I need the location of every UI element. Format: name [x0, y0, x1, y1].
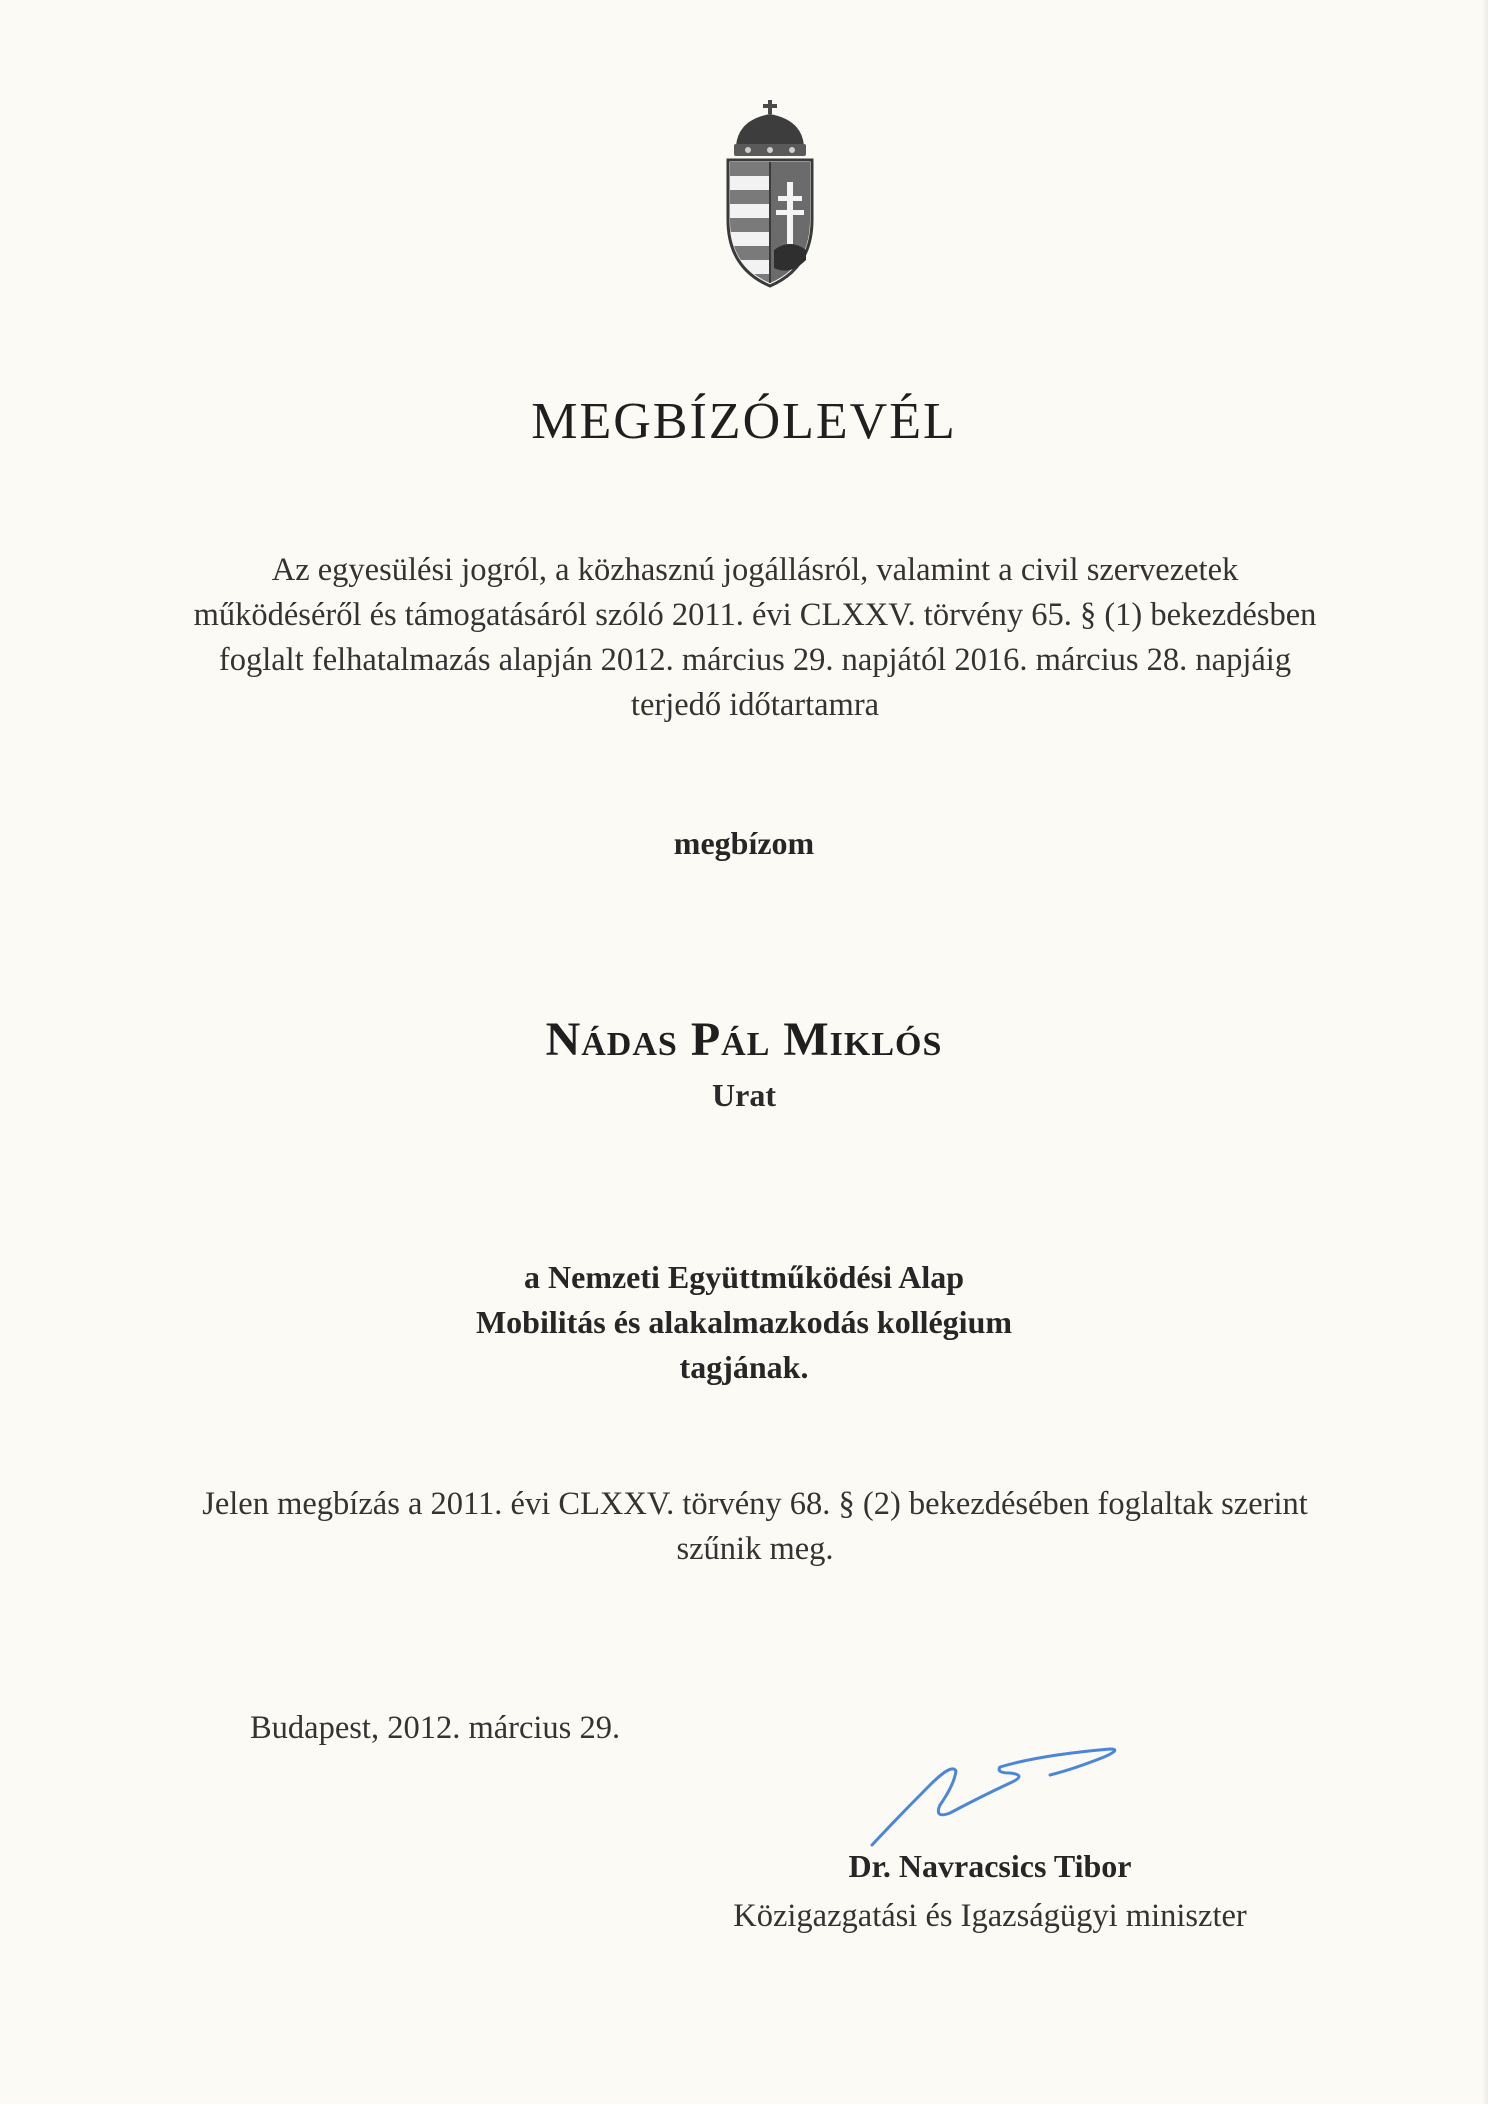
role-line-membership: tagjának. [679, 1349, 809, 1385]
closing-paragraph: Jelen megbízás a 2011. évi CLXXV. törvény 68. § (2) bekezdésében foglaltak szerint szűnik meg. [202, 1486, 1308, 1567]
place-and-date: Budapest, 2012. március 29. [250, 1710, 621, 1746]
coat-of-arms-icon [724, 100, 816, 290]
role-block [0, 1255, 1488, 1390]
preamble-paragraph: Az egyesülési jogról, a közhasznú jogállásról, valamint a civil szervezetek működéséről és támogatásáról szóló 2011. évi CLXXV. törvény 65. § (1) bekezdésben foglalt felhatalmazás alapján 2012. március 29. napjától 2016. március 28. napjáig terjedő időtartamra [193, 552, 1317, 723]
signer-title: Közigazgatási és Igazságügyi miniszter [733, 1898, 1247, 1934]
document-title: MEGBÍZÓLEVÉL [531, 393, 957, 450]
role-line-college: Mobilitás és alakalmazkodás kollégium [475, 1304, 1013, 1340]
paper-edge-shadow [1482, 0, 1488, 2104]
signer-name: Dr. Navracsics Tibor [848, 1848, 1132, 1884]
appointment-verb: megbízom [673, 825, 815, 861]
role-line-organization: a Nemzeti Együttműködési Alap [524, 1259, 964, 1295]
handwritten-signature [860, 1735, 1130, 1850]
appointee-honorific: Urat [712, 1077, 776, 1113]
appointee-name: Nádas Pál Miklós [545, 1013, 943, 1066]
